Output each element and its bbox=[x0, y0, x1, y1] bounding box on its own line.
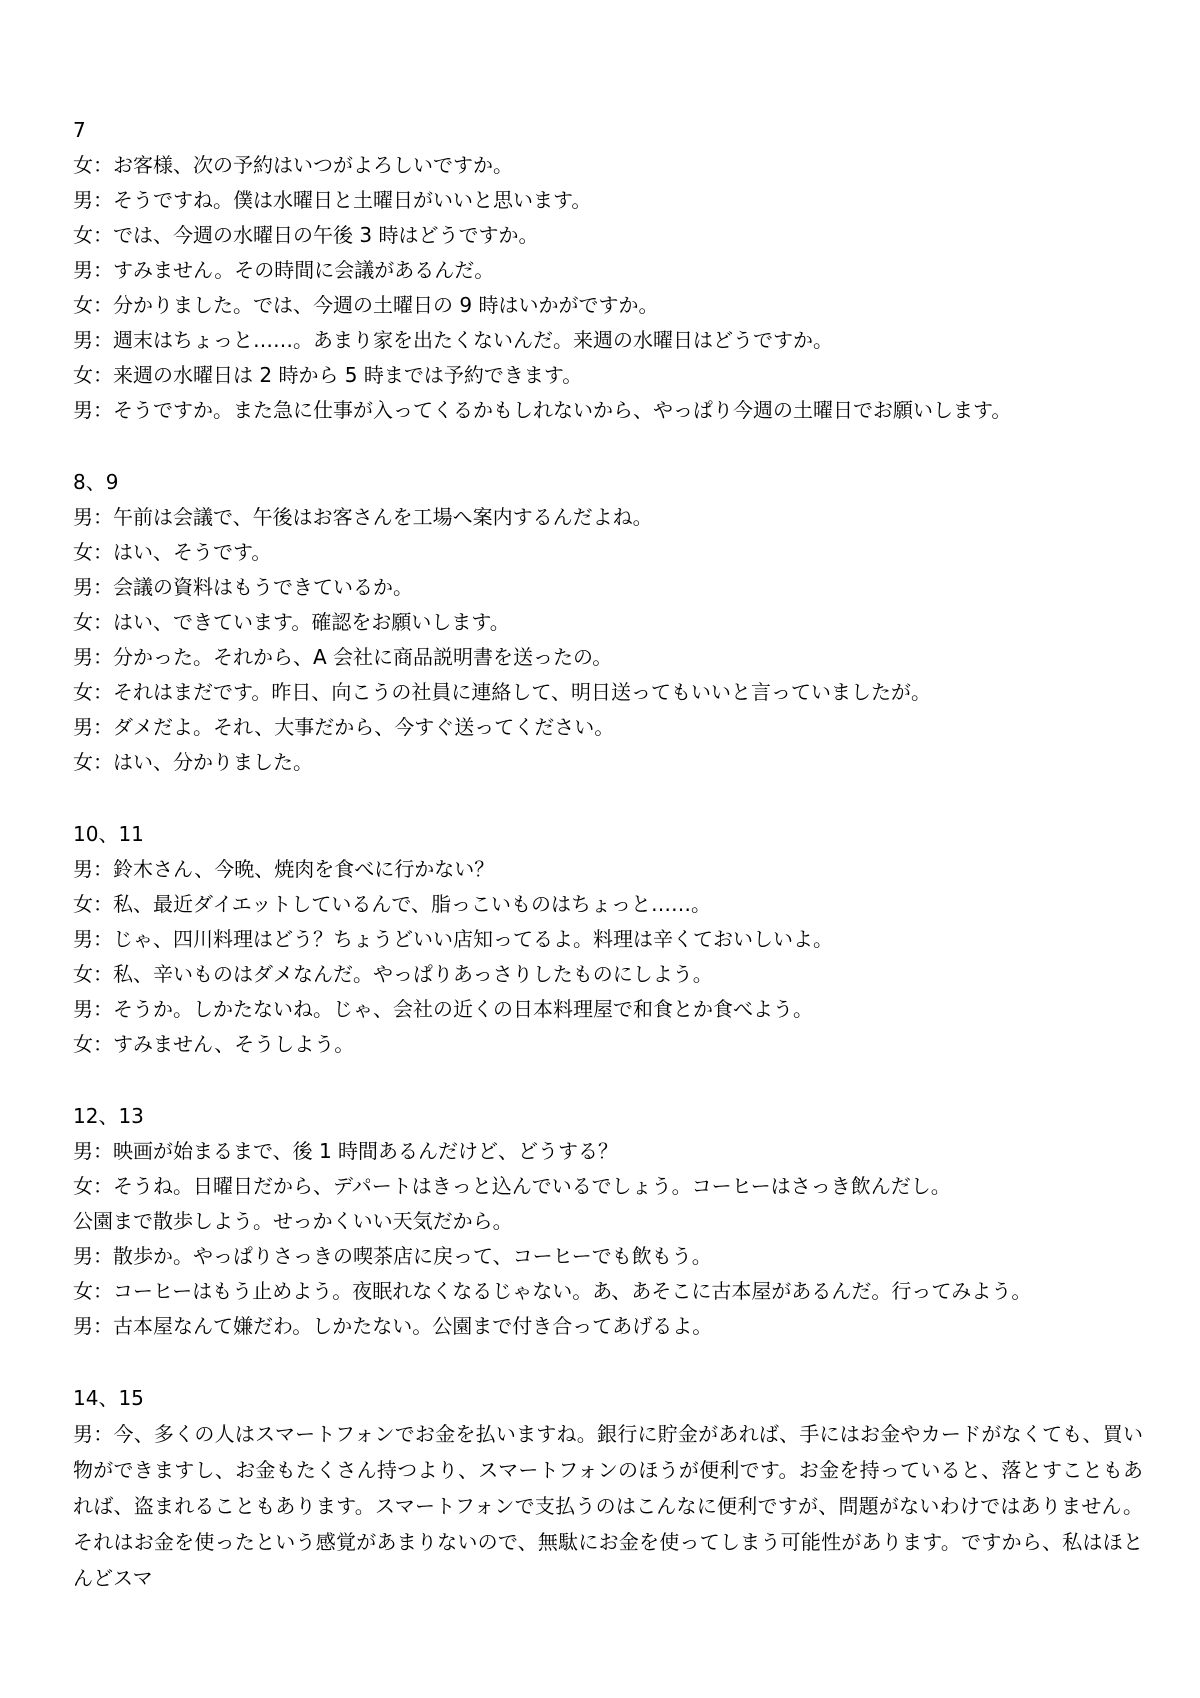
dialogue-section-7 bbox=[73, 112, 1143, 428]
monologue-paragraph: 男：今、多くの人はスマートフォンでお金を払いますね。銀行に貯金があれば、手にはお金やカードがなくても、買い物ができますし、お金もたくさん持つより、スマートフォンのほうが便利です。お金を持っていると、落とすこともあれば、盗まれることもあります。スマートフォンで支払うのはこんなに便利ですが、問題がないわけではありません。それはお金を使ったという感覚があまりないので、無駄にお金を使ってしまう可能性があります。ですから、私はほとんどスマ bbox=[73, 1422, 1143, 1590]
dialogue-line: 男：古本屋なんて嫌だわ。しかたない。公園まで付き合ってあげるよ。 bbox=[73, 1314, 713, 1338]
dialogue-line: 女：コーヒーはもう止めよう。夜眠れなくなるじゃない。あ、あそこに古本屋があるんだ。行ってみよう。 bbox=[73, 1279, 1032, 1303]
dialogue-line: 男：じゃ、四川料理はどう？ちょうどいい店知ってるよ。料理は辛くておいしいよ。 bbox=[73, 927, 833, 951]
dialogue-line: 女：分かりました。では、今週の土曜日の 9 時はいかがですか。 bbox=[73, 293, 659, 317]
monologue-section-14-15 bbox=[73, 1380, 1143, 1596]
dialogue-line: 男：鈴木さん、今晩、焼肉を食べに行かない？ bbox=[73, 857, 495, 881]
dialogue-line: 男：すみません。その時間に会議があるんだ。 bbox=[73, 258, 495, 282]
dialogue-line: 女：それはまだです。昨日、向こうの社員に連絡して、明日送ってもいいと言っていましたが。 bbox=[73, 680, 931, 704]
dialogue-line: 男：映画が始まるまで、後 1 時間あるんだけど、どうする？ bbox=[73, 1139, 619, 1163]
dialogue-line: 女：はい、できています。確認をお願いします。 bbox=[73, 610, 510, 634]
section-heading: 12、13 bbox=[73, 1104, 144, 1128]
dialogue-line: 女：そうね。日曜日だから、デパートはきっと込んでいるでしょう。コーヒーはさっき飲んだし。 bbox=[73, 1174, 951, 1198]
section-heading: 8、9 bbox=[73, 470, 119, 494]
dialogue-line: 男：ダメだよ。それ、大事だから、今すぐ送ってください。 bbox=[73, 715, 615, 739]
dialogue-line: 女：はい、分かりました。 bbox=[73, 750, 313, 774]
dialogue-line: 男：そうですか。また急に仕事が入ってくるかもしれないから、やっぱり今週の土曜日でお願いします。 bbox=[73, 398, 1012, 422]
dialogue-line: 女：では、今週の水曜日の午後 3 時はどうですか。 bbox=[73, 223, 539, 247]
dialogue-line: 女：私、辛いものはダメなんだ。やっぱりあっさりしたものにしよう。 bbox=[73, 962, 713, 986]
dialogue-line: 女：私、最近ダイエットしているんで、脂っこいものはちょっと……。 bbox=[73, 892, 711, 916]
dialogue-line: 公園まで散歩しよう。せっかくいい天気だから。 bbox=[73, 1209, 513, 1233]
dialogue-line: 男：午前は会議で、午後はお客さんを工場へ案内するんだよね。 bbox=[73, 505, 653, 529]
dialogue-line: 男：そうですね。僕は水曜日と土曜日がいいと思います。 bbox=[73, 188, 592, 212]
section-heading: 14、15 bbox=[73, 1386, 144, 1410]
section-heading: 10、11 bbox=[73, 822, 144, 846]
transcript-page bbox=[73, 112, 1143, 1596]
dialogue-line: 女：お客様、次の予約はいつがよろしいですか。 bbox=[73, 153, 513, 177]
dialogue-line: 男：会議の資料はもうできているか。 bbox=[73, 575, 413, 599]
section-heading: 7 bbox=[73, 118, 86, 142]
dialogue-section-10-11 bbox=[73, 816, 1143, 1062]
dialogue-line: 男：そうか。しかたないね。じゃ、会社の近くの日本料理屋で和食とか食べよう。 bbox=[73, 997, 813, 1021]
dialogue-line: 女：来週の水曜日は 2 時から 5 時までは予約できます。 bbox=[73, 363, 583, 387]
dialogue-section-12-13 bbox=[73, 1098, 1143, 1344]
dialogue-line: 女：すみません、そうしよう。 bbox=[73, 1032, 355, 1056]
dialogue-section-8-9 bbox=[73, 464, 1143, 780]
dialogue-line: 男：週末はちょっと……。あまり家を出たくないんだ。来週の水曜日はどうですか。 bbox=[73, 328, 833, 352]
dialogue-line: 男：分かった。それから、A 会社に商品説明書を送ったの。 bbox=[73, 645, 613, 669]
dialogue-line: 男：散歩か。やっぱりさっきの喫茶店に戻って、コーヒーでも飲もう。 bbox=[73, 1244, 712, 1268]
dialogue-line: 女：はい、そうです。 bbox=[73, 540, 272, 564]
